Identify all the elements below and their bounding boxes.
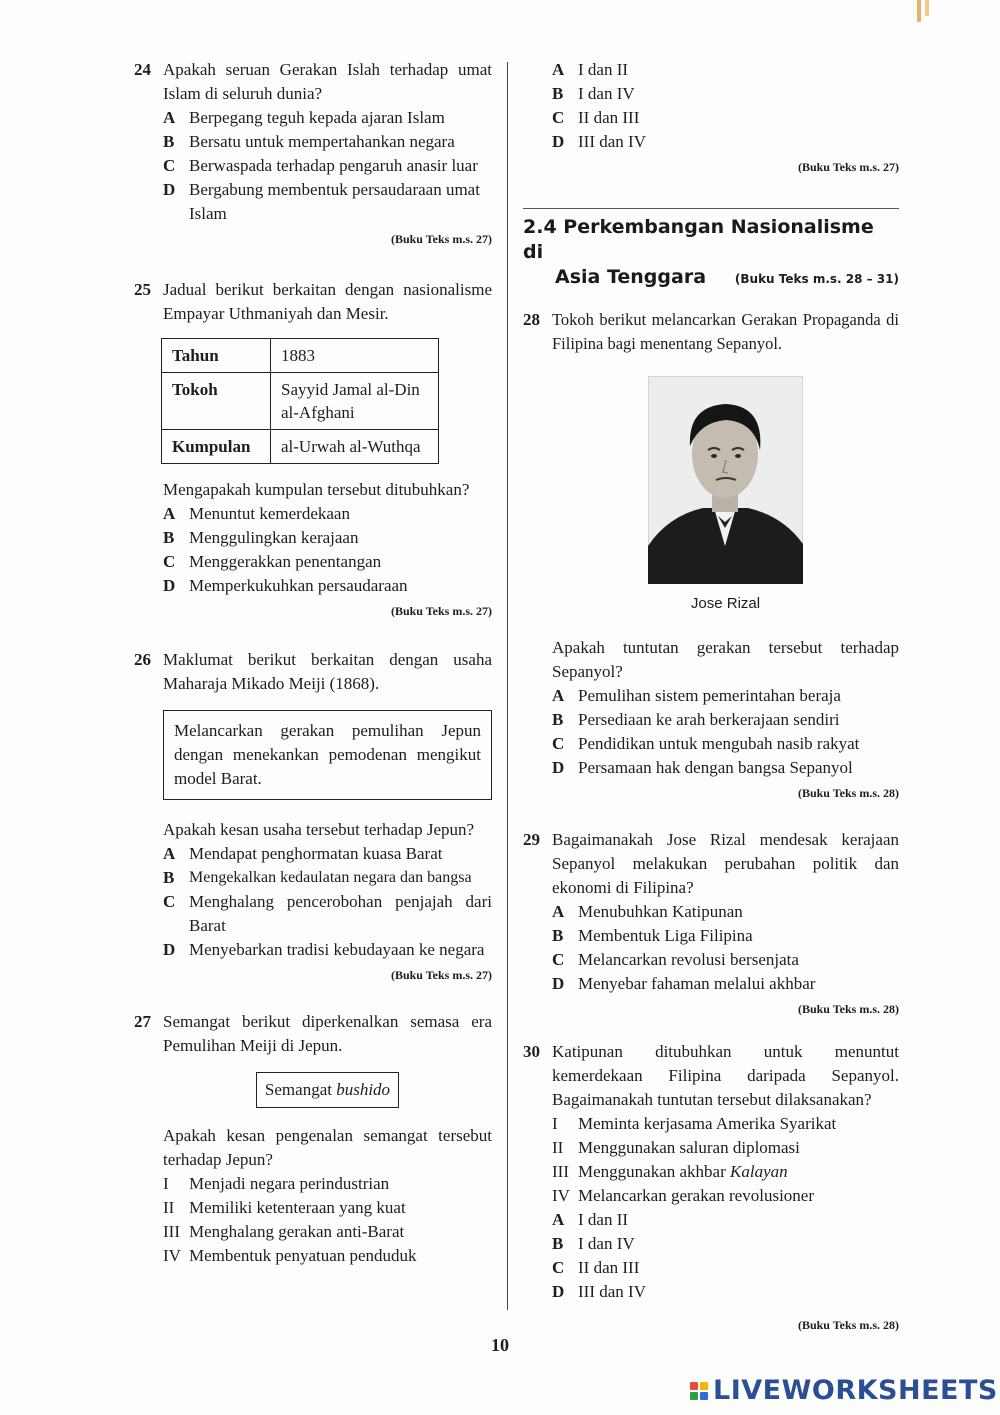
textbook-reference: (Buku Teks m.s. 27) (390, 232, 492, 246)
statement-i: I Menjadi negara perindustrian (163, 1174, 390, 1193)
option-d[interactable]: D III dan IV (552, 1282, 646, 1301)
option-c[interactable]: C II dan III (552, 108, 640, 127)
option-c[interactable]: C II dan III (552, 1258, 640, 1277)
question-stem: Semangat berikut diperkenalkan semasa era Pemulihan Meiji di Jepun. (163, 1012, 492, 1055)
question-28 (523, 308, 899, 684)
table-row: Tahun 1883 (162, 339, 439, 373)
statement-iv: IV Melancarkan gerakan revolusioner (552, 1186, 814, 1205)
option-a[interactable]: A Menuntut kemerdekaan (163, 504, 350, 523)
option-a[interactable]: A Pemulihan sistem pemerintahan beraja (552, 686, 841, 705)
question-27-options (523, 58, 899, 154)
question-number: 24 (134, 60, 151, 79)
option-c[interactable]: C Menggerakkan penentangan (163, 552, 382, 571)
right-column (523, 58, 899, 1334)
option-c[interactable]: C Berwaspada terhadap pengaruh anasir luar (163, 156, 478, 175)
question-number: 26 (134, 650, 151, 669)
question-prompt: Mengapakah kumpulan tersebut ditubuhkan? (163, 480, 470, 499)
table-row: Kumpulan al-Urwah al-Wuthqa (162, 430, 439, 464)
statement-iv: IV Membentuk penyatuan penduduk (163, 1246, 417, 1265)
option-b[interactable]: B I dan IV (552, 1234, 635, 1253)
corner-mark (914, 0, 934, 24)
question-number: 29 (523, 830, 540, 849)
textbook-reference: (Buku Teks m.s. 27) (390, 604, 492, 618)
question-stem: Bagaimanakah Jose Rizal mendesak kerajaan Sepanyol melakukan perubahan politik dan ekonomi di Filipina? (552, 830, 899, 897)
textbook-reference: (Buku Teks m.s. 27) (390, 968, 492, 982)
question-stem: Maklumat berikut berkaitan dengan usaha Maharaja Mikado Meiji (1868). (163, 650, 492, 693)
info-box: Semangat bushido (256, 1072, 399, 1108)
option-a[interactable]: A Mendapat penghormatan kuasa Barat (163, 844, 443, 863)
table-row: Tokoh Sayyid Jamal al-Din al-Afghani (162, 373, 439, 430)
question-number: 27 (134, 1012, 151, 1031)
question-prompt: Apakah kesan pengenalan semangat tersebut terhadap Jepun? (163, 1126, 492, 1169)
option-d[interactable]: D III dan IV (552, 132, 646, 151)
option-b[interactable]: B Mengekalkan kedaulatan negara dan bangsa (163, 868, 472, 887)
section-reference: (Buku Teks m.s. 28 – 31) (734, 272, 899, 286)
question-number: 28 (523, 310, 540, 329)
question-stem: Apakah seruan Gerakan Islah terhadap umat Islam di seluruh dunia? (163, 60, 492, 103)
textbook-reference: (Buku Teks m.s. 28) (797, 1318, 899, 1332)
textbook-reference: (Buku Teks m.s. 28) (797, 786, 899, 800)
statement-ii: II Memiliki ketenteraan yang kuat (163, 1198, 406, 1217)
liveworksheets-logo[interactable] (690, 1375, 998, 1406)
logo-text: LIVEWORKSHEETS (713, 1375, 998, 1406)
option-c[interactable]: C Melancarkan revolusi bersenjata (552, 950, 799, 969)
option-a[interactable]: A Berpegang teguh kepada ajaran Islam (163, 108, 445, 127)
question-25 (134, 278, 492, 326)
question-24 (134, 58, 492, 226)
question-stem: Jadual berikut berkaitan dengan nasionalisme Empayar Uthmaniyah dan Mesir. (163, 280, 492, 323)
info-table (161, 338, 439, 464)
statement-iii: III Menggunakan akhbar Kalayan (552, 1162, 788, 1181)
section-title: 2.4 Perkembangan Nasionalisme di (523, 216, 874, 263)
left-column (134, 58, 492, 1268)
question-number: 30 (523, 1042, 540, 1061)
question-number: 25 (134, 280, 151, 299)
option-b[interactable]: B Persediaan ke arah berkerajaan sendiri (552, 710, 840, 729)
question-prompt: Apakah tuntutan gerakan tersebut terhadap Sepanyol? (552, 638, 899, 681)
option-d[interactable]: D Persamaan hak dengan bangsa Sepanyol (552, 758, 853, 777)
option-d[interactable]: D Menyebarkan tradisi kebudayaan ke negara (163, 940, 485, 959)
page-number: 10 (491, 1335, 509, 1355)
question-29 (523, 828, 899, 996)
question-prompt: Apakah kesan usaha tersebut terhadap Jepun? (163, 820, 475, 839)
question-stem: Tokoh berikut melancarkan Gerakan Propaganda di Filipina bagi menentang Sepanyol. (552, 310, 899, 353)
option-b[interactable]: B Membentuk Liga Filipina (552, 926, 753, 945)
option-d[interactable]: D Memperkukuhkan persaudaraan (163, 576, 408, 595)
question-stem: Katipunan ditubuhkan untuk menuntut kemerdekaan Filipina daripada Sepanyol. Bagaimanakah tuntutan tersebut dilaksanakan? (552, 1042, 899, 1109)
info-box: Melancarkan gerakan pemulihan Jepun dengan menekankan pemodenan mengikut model Barat. (163, 710, 492, 800)
option-a[interactable]: A Menubuhkan Katipunan (552, 902, 743, 921)
statement-iii: III Menghalang gerakan anti-Barat (163, 1222, 405, 1241)
option-b[interactable]: B I dan IV (552, 84, 635, 103)
option-d[interactable]: D Menyebar fahaman melalui akhbar (552, 974, 816, 993)
statement-ii: II Menggunakan saluran diplomasi (552, 1138, 800, 1157)
option-b[interactable]: B Bersatu untuk mempertahankan negara (163, 132, 455, 151)
option-b[interactable]: B Menggulingkan kerajaan (163, 528, 359, 547)
textbook-reference: (Buku Teks m.s. 27) (797, 160, 899, 174)
textbook-reference: (Buku Teks m.s. 28) (797, 1002, 899, 1016)
option-c[interactable]: C Menghalang pencerobohan penjajah dari Barat (163, 892, 492, 935)
question-27 (134, 1010, 492, 1268)
statement-i: I Meminta kerjasama Amerika Syarikat (552, 1114, 837, 1133)
option-a[interactable]: A I dan II (552, 1210, 629, 1229)
question-26 (134, 648, 492, 842)
jose-rizal-portrait (648, 376, 803, 584)
portrait-caption: Jose Rizal (690, 595, 761, 612)
section-title-line2: Asia Tenggara (555, 266, 707, 288)
logo-grid-icon (690, 1382, 708, 1400)
option-a[interactable]: A I dan II (552, 60, 629, 79)
options-list (163, 106, 492, 226)
column-divider (507, 62, 508, 1310)
section-header (523, 208, 899, 290)
option-d[interactable]: D Bergabung membentuk persaudaraan umat Islam (163, 180, 480, 223)
option-c[interactable]: C Pendidikan untuk mengubah nasib rakyat (552, 734, 860, 753)
question-30 (523, 1040, 899, 1304)
